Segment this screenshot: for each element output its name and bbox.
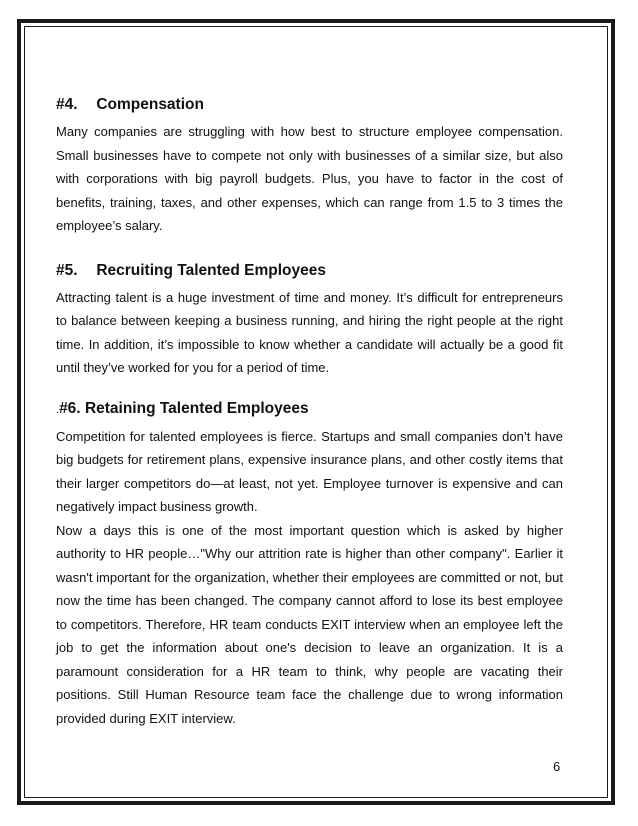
section-number: #6. [59, 399, 81, 417]
page-number: 6 [553, 759, 561, 774]
document-body [56, 94, 563, 730]
section-title: Compensation [96, 96, 204, 113]
section-heading [56, 260, 563, 282]
stray-mark: . [56, 403, 60, 416]
section-compensation [56, 94, 563, 238]
section-paragraph: Competition for talented employees is fierce. Startups and small companies don’t have big budgets for retirement plans, expensive insurance plans, and other costly items that their larger competitors do—at least, not yet. Employee turnover is expensive and can negatively impact business growth. [56, 428, 563, 514]
section-heading [56, 398, 563, 421]
section-paragraph: Many companies are struggling with how best to structure employee compensation. Small businesses have to compete not only with businesses of a similar size, but also with corporations with big payroll budgets. Plus, you have to factor in the cost of benefits, training, taxes, and other expenses, which can range from 1.5 to 3 times the employee’s salary. [56, 124, 563, 233]
section-retaining [56, 398, 563, 731]
section-recruiting [56, 260, 563, 380]
section-title: Retaining Talented Employees [84, 399, 309, 417]
section-paragraph: Attracting talent is a huge investment of time and money. It’s difficult for entrepreneurs to balance between keeping a business running, and hiring the right people at the right time. In addition, it’s impossible to know whether a candidate will actually be a good fit until they’ve worked for you for a period of time. [56, 289, 563, 375]
section-heading [56, 94, 563, 116]
section-number: #4. [56, 96, 78, 113]
section-number: #5. [56, 261, 78, 279]
section-title: Recruiting Talented Employees [96, 261, 326, 279]
section-paragraph: Now a days this is one of the most important question which is asked by higher authority to HR people…"Why our attrition rate is higher than other company". Earlier it wasn't important for the organization, whether their employees are committed or not, but now the time has been changed. The company cannot afford to lose its best employee to competitors. Therefore, HR team conducts EXIT interview when an employee left the job to get the information about one's decision to leave an organization. It is a paramount consideration for a HR team to think, why people are vacating their positions. Still Human Resource team face the challenge due to wrong information provided during EXIT interview. [56, 522, 563, 726]
